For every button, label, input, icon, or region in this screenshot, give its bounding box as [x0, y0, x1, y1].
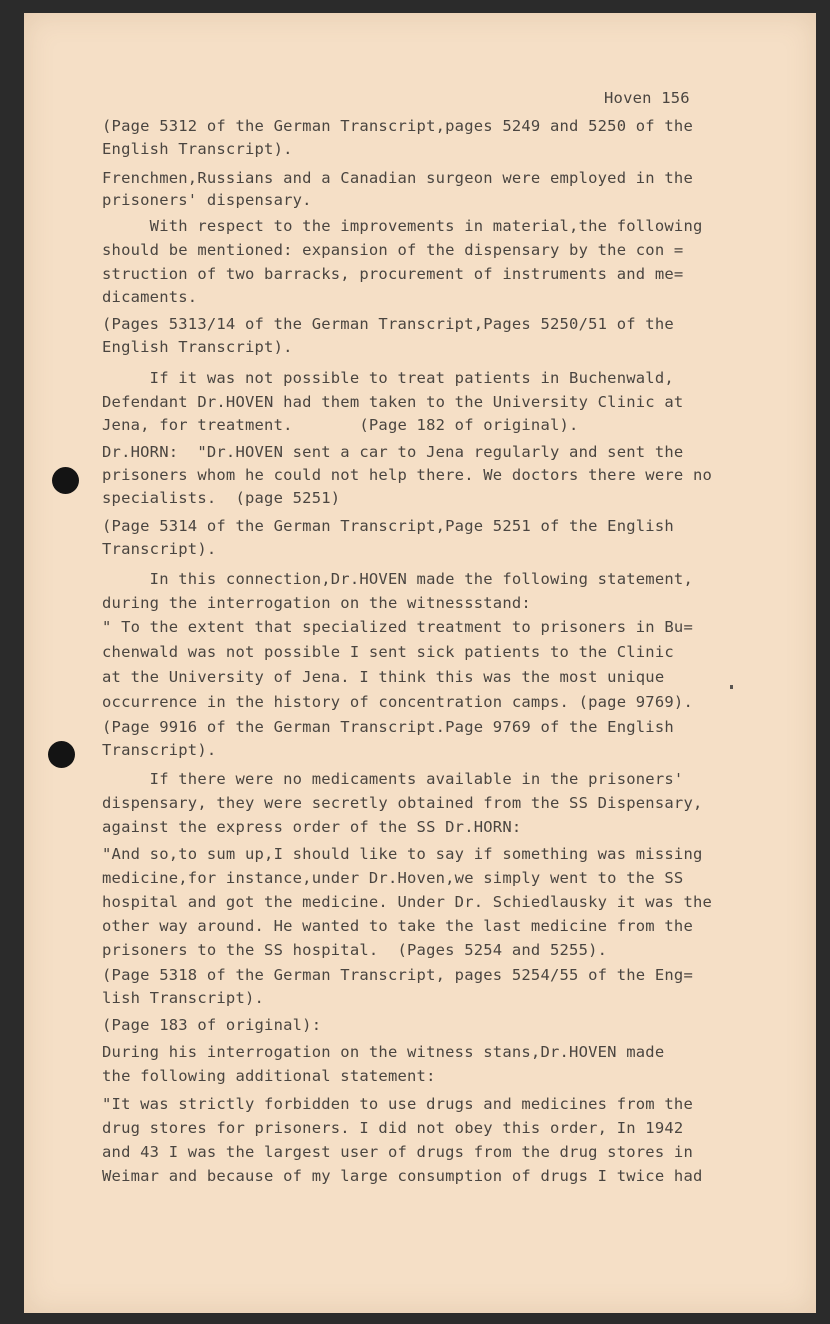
- text-line: other way around. He wanted to take the last medicine from the: [102, 917, 693, 935]
- text-line: During his interrogation on the witness stans,Dr.HOVEN made: [102, 1043, 665, 1061]
- text-line: (Page 9916 of the German Transcript.Page 9769 of the English: [102, 718, 674, 736]
- text-line: (Page 5312 of the German Transcript,pages 5249 and 5250 of the: [102, 117, 693, 135]
- text-line: English Transcript).: [102, 140, 293, 158]
- text-line: lish Transcript).: [102, 989, 265, 1007]
- text-line: dicaments.: [102, 288, 198, 306]
- text-line: Weimar and because of my large consumption of drugs I twice had: [102, 1167, 703, 1185]
- page-header: Hoven 156: [604, 89, 690, 107]
- text-line: "It was strictly forbidden to use drugs and medicines from the: [102, 1095, 693, 1113]
- text-line: If there were no medicaments available in the prisoners': [102, 770, 684, 788]
- text-line: " To the extent that specialized treatment to prisoners in Bu=: [102, 618, 693, 636]
- text-line: (Page 5318 of the German Transcript, pages 5254/55 of the Eng=: [102, 966, 693, 984]
- text-line: Dr.HORN: "Dr.HOVEN sent a car to Jena regularly and sent the: [102, 443, 684, 461]
- text-line: If it was not possible to treat patients in Buchenwald,: [102, 369, 674, 387]
- text-line: the following additional statement:: [102, 1067, 436, 1085]
- text-line: prisoners whom he could not help there. We doctors there were no: [102, 466, 713, 484]
- text-line: (Page 183 of original):: [102, 1016, 322, 1034]
- text-line: chenwald was not possible I sent sick patients to the Clinic: [102, 643, 674, 661]
- text-line: dispensary, they were secretly obtained from the SS Dispensary,: [102, 794, 703, 812]
- text-line: specialists. (page 5251): [102, 489, 341, 507]
- text-line: (Pages 5313/14 of the German Transcript,Pages 5250/51 of the: [102, 315, 674, 333]
- text-line: and 43 I was the largest user of drugs from the drug stores in: [102, 1143, 693, 1161]
- text-line: Defendant Dr.HOVEN had them taken to the University Clinic at: [102, 393, 684, 411]
- text-line: Transcript).: [102, 540, 217, 558]
- text-line: prisoners to the SS hospital. (Pages 5254 and 5255).: [102, 941, 608, 959]
- text-line: Frenchmen,Russians and a Canadian surgeon were employed in the: [102, 169, 693, 187]
- stray-ink-mark: [730, 685, 733, 689]
- text-line: (Page 5314 of the German Transcript,Page 5251 of the English: [102, 517, 674, 535]
- paper-sheet: [24, 13, 816, 1313]
- text-line: English Transcript).: [102, 338, 293, 356]
- text-line: With respect to the improvements in material,the following: [102, 217, 703, 235]
- text-line: at the University of Jena. I think this was the most unique: [102, 668, 665, 686]
- text-line: struction of two barracks, procurement of instruments and me=: [102, 265, 684, 283]
- text-line: during the interrogation on the witnessstand:: [102, 594, 531, 612]
- text-line: In this connection,Dr.HOVEN made the following statement,: [102, 570, 693, 588]
- text-line: against the express order of the SS Dr.HORN:: [102, 818, 522, 836]
- text-line: should be mentioned: expansion of the dispensary by the con =: [102, 241, 684, 259]
- punch-hole-upper: [52, 467, 79, 494]
- punch-hole-lower: [48, 741, 75, 768]
- text-line: occurrence in the history of concentration camps. (page 9769).: [102, 693, 693, 711]
- text-line: medicine,for instance,under Dr.Hoven,we simply went to the SS: [102, 869, 684, 887]
- text-line: prisoners' dispensary.: [102, 191, 312, 209]
- text-line: "And so,to sum up,I should like to say if something was missing: [102, 845, 703, 863]
- text-line: Transcript).: [102, 741, 217, 759]
- text-line: hospital and got the medicine. Under Dr. Schiedlausky it was the: [102, 893, 713, 911]
- typed-text: [24, 13, 816, 1313]
- text-line: Jena, for treatment. (Page 182 of original).: [102, 416, 579, 434]
- text-line: drug stores for prisoners. I did not obey this order, In 1942: [102, 1119, 684, 1137]
